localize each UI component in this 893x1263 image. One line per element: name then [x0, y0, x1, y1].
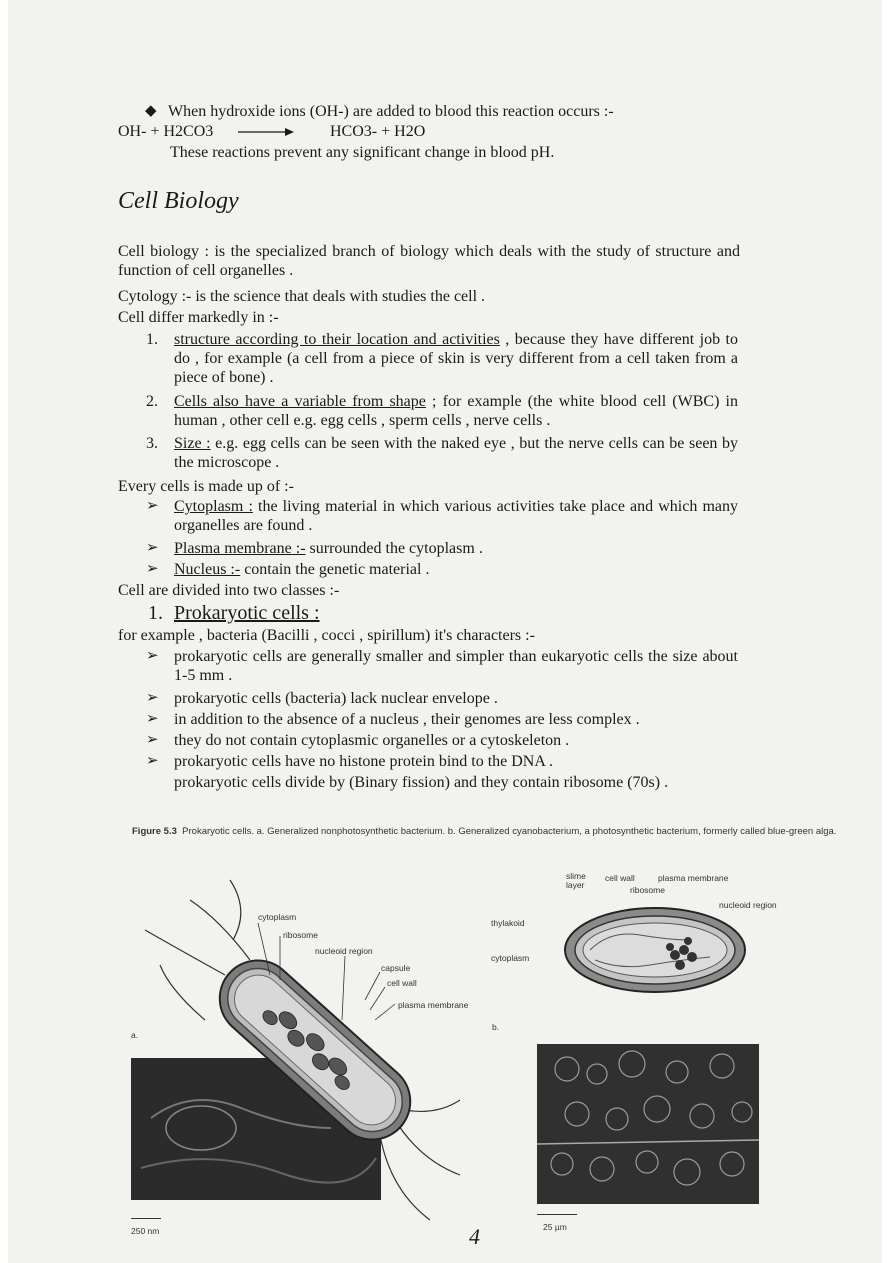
section-title: Cell Biology [118, 188, 239, 214]
prokaryotic-bullet: prokaryotic cells (bacteria) lack nuclear envelope . [174, 690, 498, 707]
difference-heading: Size : [174, 435, 211, 452]
reaction-reactants: OH- + H2CO3 [118, 123, 214, 140]
label-cytoplasm-a: cytoplasm [258, 912, 297, 922]
label-plasma-membrane-b: plasma membrane [658, 873, 729, 883]
prokaryotic-number: 1. [148, 602, 163, 624]
prokaryotic-bullet: prokaryotic cells are generally smaller and simpler than eukaryotic cells the size about 1-5 mm . [174, 648, 738, 684]
prokaryotic-bullet: in addition to the absence of a nucleus , their genomes are less complex . [174, 711, 640, 728]
arrow-bullet-icon: ➢ [146, 540, 159, 556]
prokaryotic-intro: for example , bacteria (Bacilli , cocci , spirillum) it's characters :- [118, 627, 535, 644]
cytology-definition: Cytology :- is the science that deals with studies the cell . [118, 288, 486, 305]
difference-number: 3. [146, 435, 158, 452]
chem-intro: When hydroxide ions (OH-) are added to blood this reaction occurs :- [168, 103, 614, 120]
figure-caption [132, 826, 852, 838]
made-up-intro: Every cells is made up of :- [118, 478, 294, 495]
component-heading: Nucleus :- [174, 561, 241, 578]
scale-label-b: 25 µm [543, 1222, 567, 1232]
difference-item [174, 392, 738, 430]
difference-number: 1. [146, 331, 158, 348]
label-capsule-a: capsule [381, 963, 411, 973]
component-heading: Plasma membrane :- [174, 540, 306, 557]
cyanobacterium-diagram [560, 895, 750, 995]
arrow-bullet-icon: ➢ [146, 753, 159, 769]
prokaryotic-extra: prokaryotic cells divide by (Binary fission) and they contain ribosome (70s) . [174, 774, 669, 791]
arrow-bullet-icon: ➢ [146, 498, 159, 514]
component-text: contain the genetic material . [240, 561, 430, 578]
prokaryotic-bullet: they do not contain cytoplasmic organelles or a cytoskeleton . [174, 732, 570, 749]
label-cytoplasm-b: cytoplasm [491, 953, 530, 963]
arrow-bullet-icon: ➢ [146, 711, 159, 727]
page-number: 4 [469, 1224, 480, 1249]
label-slime-b: slime [566, 871, 586, 881]
difference-text: e.g. egg cells can be seen with the naked eye , but the nerve cells can be seen by the microscope . [174, 435, 739, 471]
figure-label: Figure 5.3 [132, 826, 177, 837]
label-thylakoid-b: thylakoid [491, 918, 525, 928]
component-item [174, 497, 738, 535]
chem-note: These reactions prevent any significant change in blood pH. [170, 144, 555, 161]
prokaryotic-heading: Prokaryotic cells : [174, 602, 320, 624]
panel-label-b: b. [492, 1022, 500, 1032]
scale-bar-b [537, 1214, 577, 1215]
difference-text: ; for example (the white blood cell (WBC) in human , other cell e.g. egg cells , sperm cells , nerve cells . [174, 393, 738, 429]
component-text: the living material in which various activities take place and which many organelles are found . [174, 498, 738, 534]
reaction-arrow-icon [237, 126, 295, 138]
difference-heading: Cells also have a variable from shape [174, 393, 426, 410]
scan-margin-right [882, 0, 893, 1263]
arrow-bullet-icon: ➢ [146, 732, 159, 748]
label-ribosome-a: ribosome [283, 930, 318, 940]
label-layer-b: layer [566, 880, 585, 890]
scale-bar-a [131, 1218, 161, 1219]
figure-caption-text: Prokaryotic cells. a. Generalized nonphotosynthetic bacterium. b. Generalized cyanobacterium, a photosynthetic bacterium, formerly called blue-green alga. [182, 826, 837, 837]
difference-text: , because they have different job to do , for example (a cell from a piece of skin is very different from a cell taken from a piece of bone) . [174, 331, 739, 386]
arrow-bullet-icon: ➢ [146, 648, 159, 664]
scale-label-a: 250 nm [131, 1226, 160, 1236]
difference-item [174, 434, 738, 472]
label-cell-wall-b: cell wall [605, 873, 635, 883]
scan-margin-left [0, 0, 8, 1263]
component-item [174, 539, 483, 558]
label-nucleoid-b: nucleoid region [719, 900, 777, 910]
prokaryotic-bullet: prokaryotic cells have no histone protein bind to the DNA . [174, 753, 554, 770]
component-text: surrounded the cytoplasm . [305, 540, 483, 557]
label-cell-wall-a: cell wall [387, 978, 417, 988]
cell-biology-definition: Cell biology : is the specialized branch of biology which deals with the study of structure and function of cell organelles . [118, 243, 740, 279]
arrow-bullet-icon: ➢ [146, 561, 159, 577]
panel-label-a: a. [131, 1030, 139, 1040]
difference-heading: structure according to their location and activities [174, 331, 500, 348]
diamond-bullet-icon: ◆ [145, 103, 157, 119]
label-ribosome-b: ribosome [630, 885, 665, 895]
differ-intro: Cell differ markedly in :- [118, 309, 279, 326]
label-nucleoid-a: nucleoid region [315, 946, 373, 956]
label-plasma-membrane-a: plasma membrane [398, 1000, 469, 1010]
component-item [174, 560, 429, 579]
reaction-products: HCO3- + H2O [330, 123, 426, 140]
difference-item [174, 330, 738, 387]
difference-number: 2. [146, 393, 158, 410]
arrow-bullet-icon: ➢ [146, 690, 159, 706]
micrograph-b [537, 1044, 759, 1204]
component-heading: Cytoplasm : [174, 498, 253, 515]
bacterium-diagram [130, 870, 500, 1240]
classes-intro: Cell are divided into two classes :- [118, 582, 340, 599]
